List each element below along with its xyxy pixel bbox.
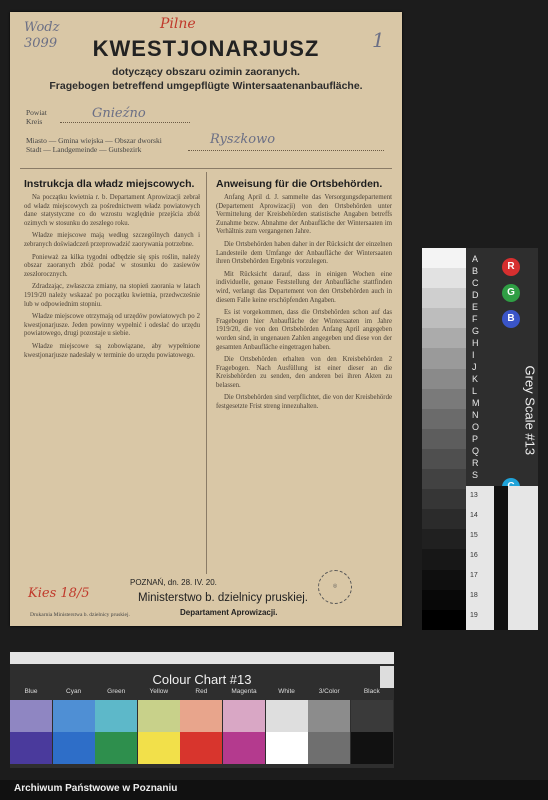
powiat-value: Gnieźno bbox=[92, 106, 146, 121]
handwritten-number: 3099 bbox=[24, 36, 58, 51]
grey-scale-letter: P bbox=[472, 434, 479, 444]
ministry-name: Ministerstwo b. dzielnicy pruskiej. bbox=[138, 592, 309, 604]
colour-swatch-bottom bbox=[308, 732, 350, 764]
colour-swatch-top bbox=[266, 700, 308, 732]
color-dot-r: R bbox=[502, 258, 520, 276]
archive-footer bbox=[0, 780, 548, 800]
grey-step bbox=[422, 348, 466, 368]
grey-scale-ruler bbox=[466, 486, 538, 630]
colour-chart-ruler bbox=[10, 652, 394, 664]
colour-label: Cyan bbox=[66, 688, 82, 695]
handwritten-page-number: 1 bbox=[372, 28, 385, 52]
grey-step bbox=[422, 610, 466, 630]
left-paragraph: Zdradzając, zwłaszcza zmiany, na stopień zaorania w latach 1919/20 należy wskazać po początku kwietnia, przedwcześnie lub w odpowiednim stopniu. bbox=[24, 283, 200, 308]
colour-swatch-bottom bbox=[10, 732, 52, 764]
colour-swatch-bottom bbox=[266, 732, 308, 764]
grey-step bbox=[422, 389, 466, 409]
ruler-number: 14 bbox=[470, 512, 478, 519]
colour-label: Blue bbox=[24, 688, 38, 695]
grey-step bbox=[422, 529, 466, 549]
grey-scale-letter: C bbox=[472, 278, 479, 288]
stadt-label: Stadt — Landgemeinde — Gutsbezirk bbox=[26, 145, 142, 154]
grey-step bbox=[422, 449, 466, 469]
subtitle-german: Fragebogen betreffend umgepflügte Wintersaatenanbaufläche. bbox=[49, 80, 363, 92]
ruler-number: 19 bbox=[470, 612, 478, 619]
right-paragraph: Es ist vorgekommen, dass die Ortsbehörden schon auf das Fragebogen hier Anbaufläche der Wintersaaten im Jahre 1919/20, die von den Ortsbehörden Anfang April angegeben worden sind, in ungenauen Zahlen angegeben und diese von der gesamten Anbaufläche eingetragen haben. bbox=[216, 309, 392, 351]
miasto-line bbox=[188, 150, 384, 151]
department-name: Departament Aprowizacji. bbox=[180, 608, 278, 617]
colour-label: Yellow bbox=[149, 688, 169, 695]
colour-swatch-top bbox=[53, 700, 95, 732]
grey-scale-letter: N bbox=[472, 410, 479, 420]
colour-swatch-top bbox=[308, 700, 350, 732]
grey-step bbox=[422, 549, 466, 569]
left-column-heading: Instrukcja dla władz miejscowych. bbox=[24, 178, 195, 190]
grey-scale-letter: M bbox=[472, 398, 480, 408]
colour-swatch-top bbox=[351, 700, 393, 732]
grey-step bbox=[422, 308, 466, 328]
miasto-label: Miasto — Gmina wiejska — Obszar dworski bbox=[26, 136, 162, 145]
grey-step bbox=[422, 489, 466, 509]
grey-step bbox=[422, 590, 466, 610]
grey-scale-letter: L bbox=[472, 386, 478, 396]
grey-step bbox=[422, 328, 466, 348]
colour-swatch-bottom bbox=[53, 732, 95, 764]
grey-scale-letter: D bbox=[472, 290, 479, 300]
grey-step bbox=[422, 268, 466, 288]
colour-swatch-bottom bbox=[351, 732, 393, 764]
kreis-label: Kreis bbox=[26, 117, 43, 126]
colour-chart-labels bbox=[10, 688, 394, 698]
grey-step bbox=[422, 369, 466, 389]
document-title: KWESTJONARJUSZ bbox=[92, 36, 320, 61]
grey-scale-letter: F bbox=[472, 314, 478, 324]
grey-scale-letter: J bbox=[472, 362, 477, 372]
colour-label: Green bbox=[107, 688, 126, 695]
grey-scale-letter: O bbox=[472, 422, 480, 432]
grey-scale-letter: S bbox=[472, 470, 479, 480]
color-dot-g: G bbox=[502, 284, 520, 302]
ruler-number: 15 bbox=[470, 532, 478, 539]
left-paragraph: Władze miejscowe są zobowiązane, aby wypełnione kwestjonarjusze nadesłały w terminie do urzędu powiatowego. bbox=[24, 342, 200, 359]
colour-label: White bbox=[278, 688, 295, 695]
miasto-value: Ryszkowo bbox=[210, 132, 276, 147]
grey-scale-letter: A bbox=[472, 254, 479, 264]
divider bbox=[20, 168, 392, 169]
handwritten-red-date: Kies 18/5 bbox=[28, 586, 90, 601]
handwritten-note: Wodz bbox=[24, 20, 60, 35]
powiat-line bbox=[60, 122, 190, 123]
right-column-heading: Anweisung für die Ortsbehörden. bbox=[216, 178, 383, 190]
colour-swatch-bottom bbox=[95, 732, 137, 764]
grey-scale-letter: I bbox=[472, 350, 475, 360]
grey-scale-title: Grey Scale #13 bbox=[522, 365, 538, 456]
grey-step bbox=[422, 288, 466, 308]
ruler-number: 13 bbox=[470, 492, 478, 499]
grey-scale-letter: B bbox=[472, 266, 479, 276]
colour-label: 3/Color bbox=[318, 688, 340, 695]
grey-step bbox=[422, 509, 466, 529]
right-paragraph: Anfang April d. J. sammelte das Versorgungsdepartement (Departement Aprowizacji) von den Ortsbehörden unter Vermittelung der Kreisbehörden statistische Angaben betreffs Zunahme bezw. Abnahme der Anbaufläche der Wintersaaten im Verhältnis zum vergangenen Jahre. bbox=[216, 194, 392, 236]
colour-chart bbox=[10, 652, 394, 768]
colour-label: Red bbox=[195, 688, 208, 695]
ruler-number: 16 bbox=[470, 552, 478, 559]
right-paragraph: Mit Rücksicht darauf, dass in einigen Wochen eine individuelle, genaue Feststellung der Anbaufläche stattfinden wird, verlangt das Departement von den Ortsbehörden auch in diesem Falle keine erschöpfenden Angaben. bbox=[216, 270, 392, 304]
archive-name: Archiwum Państwowe w Poznaniu bbox=[14, 783, 178, 794]
grey-step bbox=[422, 248, 466, 268]
ruler-number: 17 bbox=[470, 572, 478, 579]
colour-swatch-top bbox=[10, 700, 52, 732]
grey-step bbox=[422, 409, 466, 429]
color-dot-b: B bbox=[502, 310, 520, 328]
colour-chart-title: Colour Chart #13 bbox=[152, 672, 252, 687]
ruler-number: 18 bbox=[470, 592, 478, 599]
left-paragraph: Władze miejscowe otrzymają od urzędów powiatowych po 2 kwestjonarjusze. Jeden powinny wypełnić i odesłać do urzędu powiatowego, drugi pozostaje u siebie. bbox=[24, 313, 200, 338]
grey-scale-letter: K bbox=[472, 374, 479, 384]
colour-swatch-bottom bbox=[138, 732, 180, 764]
grey-scale-bar bbox=[422, 248, 466, 630]
stamp-seal: ◎ bbox=[318, 570, 352, 604]
printer-footer: Drukarnia Ministerstwa b. dzielnicy pruskiej. bbox=[30, 612, 130, 618]
colour-swatch-top bbox=[223, 700, 265, 732]
grey-step bbox=[422, 570, 466, 590]
grey-scale-letter: Q bbox=[472, 446, 480, 456]
right-paragraph: Die Ortsbehörden haben daher in der Rücksicht der einzelnen Landesteile dem Umfange der Anbaufläche der Wintersaaten ihren Ortsbehörden Ergebnis vorzulegen. bbox=[216, 240, 392, 266]
left-paragraph: Władze miejscowe mają według szczególnych danych i zebranych doświadczeń przeprowadzić zaorywania potrzebne. bbox=[24, 232, 200, 248]
powiat-label: Powiat bbox=[26, 108, 47, 117]
column-divider bbox=[206, 172, 207, 574]
grey-scale-letter: H bbox=[472, 338, 479, 348]
right-paragraph: Die Ortsbehörden erhalten von den Kreisbehörden 2 Fragebogen. Nach Ausfüllung ist einer dieser an die Kreisbehörden zu senden, den anderen bei ihren Akten zu belassen. bbox=[216, 356, 392, 389]
ruler-bar bbox=[494, 486, 508, 630]
right-column-text bbox=[216, 194, 392, 416]
place-date: POZNAŃ, dn. 28. IV. 20. bbox=[130, 578, 217, 587]
colour-swatch-top bbox=[95, 700, 137, 732]
grey-step bbox=[422, 469, 466, 489]
grey-scale-target bbox=[422, 248, 538, 630]
right-paragraph: Die Ortsbehörden sind verpflichtet, die von der Kreisbehörde festgesetzte Frist streng innezuhalten. bbox=[216, 394, 392, 411]
handwritten-red-note: Pilne bbox=[160, 16, 196, 32]
left-paragraph: Na początku kwietnia r. b. Departament Aprowizacji zebrał od władz miejscowych za pośrednictwem władz powiatowych dane statystyczne co do wzrostu względnie przejścia zbóż ozimych w stosunku do zeszłego roku. bbox=[24, 194, 200, 227]
grey-step bbox=[422, 429, 466, 449]
document-sheet bbox=[10, 12, 402, 626]
left-paragraph: Ponieważ za kilka tygodni odbędzie się spis roślin, należy obszar zaoranych zbóż podać w stosunku do zasiewów zeszłorocznych. bbox=[24, 253, 200, 278]
colour-swatch-bottom bbox=[223, 732, 265, 764]
grey-scale-letter: G bbox=[472, 326, 480, 336]
left-column-text bbox=[24, 194, 200, 364]
subtitle-polish: dotyczący obszaru ozimin zaoranych. bbox=[112, 66, 300, 78]
colour-label: Magenta bbox=[231, 688, 257, 695]
grey-scale-letter: E bbox=[472, 302, 479, 312]
colour-swatch-top bbox=[180, 700, 222, 732]
grey-scale-letter: R bbox=[472, 458, 479, 468]
colour-label: Black bbox=[363, 688, 380, 695]
colour-swatch-bottom bbox=[180, 732, 222, 764]
colour-swatch-top bbox=[138, 700, 180, 732]
